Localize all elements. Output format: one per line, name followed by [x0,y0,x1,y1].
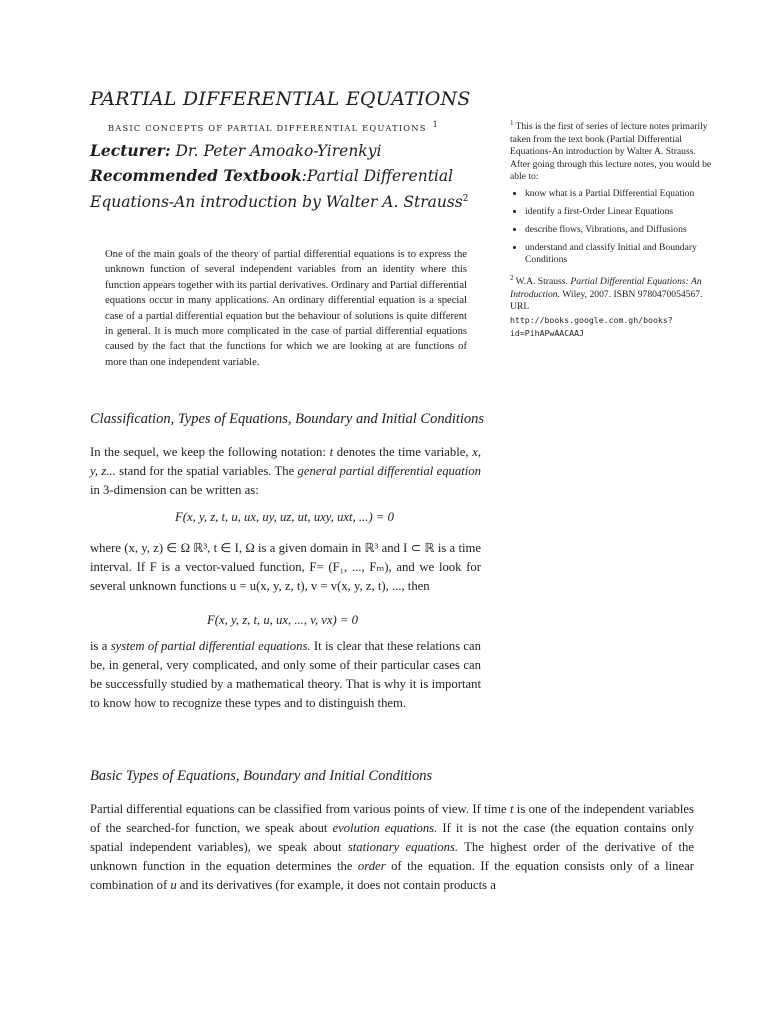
sidenote-2-title: Partial Differential Equations: An Introduction. [510,276,702,300]
section-heading-classification: Classification, Types of Equations, Boundary and Initial Conditions [90,411,485,427]
document-title: PARTIAL DIFFERENTIAL EQUATIONS [90,88,471,110]
sidenote-1-text: This is the first of series of lecture notes primarily taken from the text book (Partial Differential Equations-An introduction by Walter A. Strauss. After going through this lecture notes, you would be able to: [510,121,712,183]
text-run: In the sequel, we keep the following notation: [90,445,330,459]
sidenote-1 [510,117,715,184]
text-run: denotes the time variable, [333,445,473,459]
text-run: of the equation. If the equation consists only of a linear combination of [90,859,695,892]
text-run-italic: x, y, z... [90,445,481,478]
text-run: and its derivatives (for example, it does not contain products a [176,878,496,892]
text-run: If it is not the case (the equation contains only spatial independent variables), we speak about [90,821,694,854]
abstract-paragraph: One of the main goals of the theory of partial differential equations is to express the unknown function of several independent variables from an identity where this function appears together with its partial derivatives. Ordinary and Partial differential equations occur in many applications. An ordinary differential equation is a special case of a partial differential equation but the behaviour of solutions is quite different in general. It is much more complicated in the case of partial differential equations caused by the fact that the functions for which we are looking at are functions of more than one independent variable. [105,249,467,368]
textbook-text: :Partial Differential Equations-An introduction by Walter A. Strauss [90,167,463,212]
text-run: stand for the spatial variables. The [115,464,298,478]
text-run-italic: stationary equations. [347,840,459,854]
subtitle-text: BASIC CONCEPTS OF PARTIAL DIFFERENTIAL EQUATIONS [108,122,427,133]
section2-paragraph-1 [90,800,694,895]
list-item: • describe flows, Vibrations, and Diffusions [525,224,715,237]
text-run: is a [90,639,111,653]
subtitle-footnote-marker: 1 [432,120,438,129]
sidenote-1-number: 1 [510,119,514,127]
text-run-italic: general partial differential equation [297,464,481,478]
sidenote-2 [510,272,715,341]
sidenote-2-url-line2[interactable]: id=PihAPwAACAAJ [510,328,584,339]
text-run: in 3-dimension can be written as: [90,483,259,497]
textbook-footnote-marker: 2 [462,194,469,204]
text-run-italic: u [170,878,177,892]
text-run-italic: evolution equations. [332,821,438,835]
textbook-label: Recommended Textbook [90,166,302,185]
text-run-italic: t [329,445,334,459]
text-run: The highest order of the derivative of the unknown function in the equation determines the [90,840,695,873]
section1-paragraph-1 [90,443,481,500]
text-run-italic: system of partial differential equations. [110,639,311,653]
list-item: • know what is a Partial Differential Equation [525,188,715,201]
textbook-line [90,164,500,214]
text-run-italic: order [357,859,386,873]
sidenote-2-number: 2 [510,274,514,283]
section1-paragraph-3 [90,637,481,713]
section-heading-basic-types: Basic Types of Equations, Boundary and Initial Conditions [90,768,433,784]
sidenote-2-author: W.A. Strauss. [515,276,568,288]
document-subtitle [108,120,528,133]
sidenote-2-publisher: Wiley, 2007. ISBN 9780470054567. URL [510,288,703,313]
sidenotes [510,117,715,341]
list-item: • understand and classify Initial and Boundary Conditions [525,242,715,267]
text-run-italic: t [509,802,514,816]
lecturer-label: Lecturer: [90,141,171,160]
list-item: • identify a first-Order Linear Equations [525,206,715,219]
text-run: It is clear that these relations can be, in general, very complicated, and only some of their particular cases can be successfully studied by a mathematical theory. That is why it is important to know how to recognize these types and to distinguish them. [90,639,481,710]
objectives-list [510,188,715,267]
section1-paragraph-2: where (x, y, z) ∈ Ω ℝ³, t ∈ I, Ω is a given domain in ℝ³ and I ⊂ ℝ is a time interval. If F is a vector-valued function, F= (F₁, ..., Fₘ), and we look for several unknown functions u = u(x, y, z, t), v = v(x, y, z, t), ..., then [90,541,481,593]
lecturer-line [90,141,510,160]
equation-1: F(x, y, z, t, u, ux, uy, uz, ut, uxy, uxt, ...) = 0 [175,510,394,524]
text-run: is one of the independent variables of the searched-for function, we speak about [90,802,694,835]
text-run: Partial differential equations can be classified from various points of view. If time [90,802,510,816]
equation-2: F(x, y, z, t, u, ux, ..., v, vx) = 0 [207,613,359,627]
sidenote-2-url-line1[interactable]: http://books.google.com.gh/books? [510,314,673,325]
lecturer-name: Dr. Peter Amoako-Yirenkyi [170,142,382,160]
